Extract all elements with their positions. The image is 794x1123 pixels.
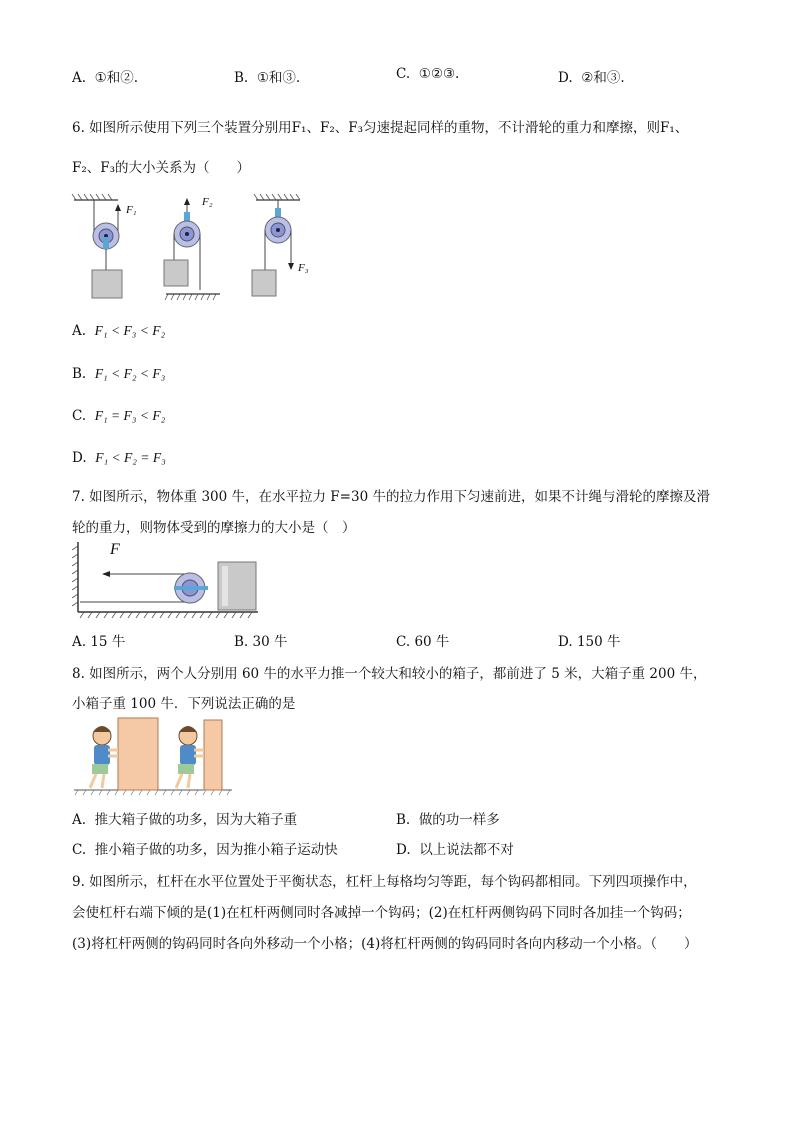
q6-stem-line2: F₂、F₃的大小关系为（ ） xyxy=(72,160,251,176)
f2-label: F₂ xyxy=(202,196,213,208)
person-2 xyxy=(176,726,204,788)
fixed-pulley-device-2 xyxy=(164,198,220,300)
q6-pulley-figure xyxy=(70,190,240,305)
q5-option-c: C. ①②③. xyxy=(396,66,460,82)
q6-stem-line1: 6. 如图所示使用下列三个装置分别用F₁、F₂、F₃匀速提起同样的重物，不计滑轮的重力和摩擦，则F₁、 xyxy=(72,120,689,136)
q6-option-b: B. F₁ < F₂ < F₃ xyxy=(72,366,166,382)
q8-option-d: D. 以上说法都不对 xyxy=(396,842,514,858)
q6-option-a: A. F₁ < F₃ < F₂ xyxy=(72,323,166,339)
q6-option-c: C. F₁ = F₃ < F₂ xyxy=(72,408,166,424)
q7-option-b: B. 30 牛 xyxy=(234,634,288,650)
q9-stem-line1: 9. 如图所示，杠杆在水平位置处于平衡状态，杠杆上每格均匀等距，每个钩码都相同。下列四项操作中， xyxy=(72,874,697,890)
q8-stem-line1: 8. 如图所示，两个人分别用 60 牛的水平力推一个较大和较小的箱子，都前进了 5 米，大箱子重 200 牛， xyxy=(72,666,707,682)
q7-stem-line2: 轮的重力，则物体受到的摩擦力的大小是（ ） xyxy=(72,520,356,536)
movable-pulley-device xyxy=(72,194,122,298)
q7-option-c: C. 60 牛 xyxy=(396,634,450,650)
q9-stem-line3: (3)将杠杆两侧的钩码同时各向外移动一个小格；(4)将杠杆两侧的钩码同时各向内移动一个小格。（ ） xyxy=(72,936,698,952)
f3-label: F₃ xyxy=(298,262,309,274)
q8-option-c: C. 推小箱子做的功多，因为推小箱子运动快 xyxy=(72,842,338,858)
q8-pushing-boxes-figure xyxy=(72,716,237,798)
q7-force-label: F xyxy=(110,541,120,558)
person-1 xyxy=(90,726,118,788)
q7-option-d: D. 150 牛 xyxy=(558,634,621,650)
q7-horizontal-pulley-figure xyxy=(70,540,265,620)
q9-stem-line2: 会使杠杆右端下倾的是(1)在杠杆两侧同时各减掉一个钩码；(2)在杠杆两侧钩码下同时各加挂一个钩码； xyxy=(72,905,691,921)
f1-label: F₁ xyxy=(126,204,137,216)
q5-option-b: B. ①和③. xyxy=(234,70,301,86)
q6-option-d: D. F₁ < F₂ = F₃ xyxy=(72,450,166,466)
q5-option-d: D. ②和③. xyxy=(558,70,625,86)
q7-stem-line1: 7. 如图所示，物体重 300 牛，在水平拉力 F=30 牛的拉力作用下匀速前进，如果不计绳与滑轮的摩擦及滑 xyxy=(72,489,710,505)
q8-stem-line2: 小箱子重 100 牛．下列说法正确的是 xyxy=(72,696,296,712)
q8-option-a: A. 推大箱子做的功多，因为大箱子重 xyxy=(72,812,298,828)
q7-option-a: A. 15 牛 xyxy=(72,634,126,650)
q6-fixed-pulley-3 xyxy=(250,190,320,305)
q5-option-a: A. ①和②. xyxy=(72,70,139,86)
q8-option-b: B. 做的功一样多 xyxy=(396,812,500,828)
